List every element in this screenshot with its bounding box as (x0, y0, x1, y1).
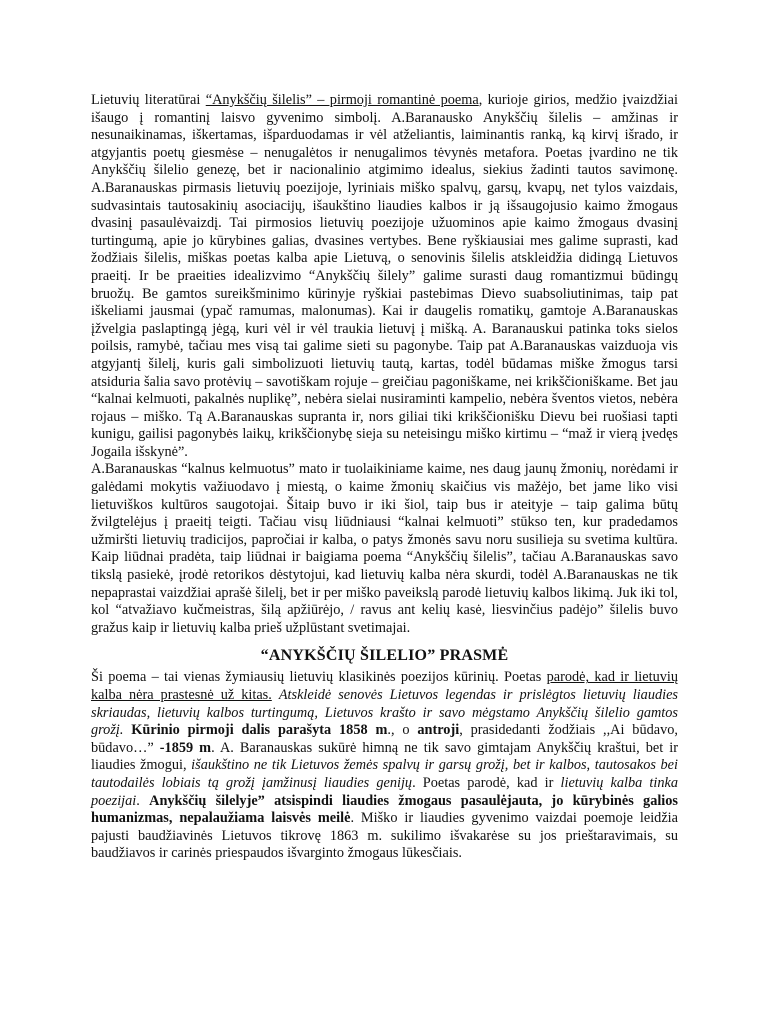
text-segment: , prasidedanti žodžiais ,,Ai būdavo, būdavo…” (91, 722, 678, 756)
text-segment (272, 687, 279, 703)
paragraph-meaning (91, 669, 678, 863)
paragraph-kalnai-kelmuoti: A.Baranauskas “kalnus kelmuotus” mato ir tuolaikiniame kaime, nes daug jaunų žmonių, norėdami ir galėdami mokytis važiuodavo į miestą, o kaime žmonių skaičius vis mažėjo, bet jame liko visi lietuviškos kultūros saugotojai. Šitaip buvo ir iki šiol, taip bus ir ateityje – taip galima būtų žvilgtelėjus į praeitį teigti. Tačiau visų liūdniausi “kalnai kelmuoti” stūkso ten, kur pradedamos užmiršti lietuvių tradicijos, papročiai ir kalba, o patys žmonės savu noru susilieja su svetima kultūra. Kaip liūdnai pradėta, taip liūdnai ir baigiama poema “Anykščių šilelis”, tačiau A.Baranauskas savo tikslą pasiekė, įrodė retorikos dėstytojui, kad lietuvių kalba nėra skurdi, todėl A.Baranauskas ne tik nepaprastai vaizdžiai aprašė šilelį, bet ir per miško paveikslą parodė lietuvių kalbos likimą. Juk iki tol, kol “atvažiavo kučmeistras, šilą apžiūrėjo, / ravus ant kelių kasė, liesvinčius padėjo” šilelis buvo gražus kaip ir lietuvių kalba prieš užplūstant svetimajai. (91, 461, 678, 636)
section-heading: “ANYKŠČIŲ ŠILELIO” PRASMĖ (260, 647, 509, 665)
bold-worldview-statement: Anykščių šilelyje” atsispindi liaudies žmogaus pasaulėjauta, jo kūrybinės galios humanizmas, nepalaužiama laisvės meilė (91, 792, 678, 827)
poem-title-underlined: “Anykščių šilelis” – pirmoji romantinė poema (205, 92, 479, 108)
text-segment: . A. Baranauskas sukūrė himną ne tik savo gimtajam Anykščių kraštui, bet ir liaudies žmogui, (91, 739, 678, 774)
bold-first-part-date: Kūrinio pirmoji dalis parašyta 1858 m (131, 722, 388, 739)
text-segment: Ši poema – tai vienas žymiausių lietuvių klasikinės poezijos kūrinių. Poetas (91, 669, 547, 686)
bold-second-part: antroji (417, 722, 460, 739)
document-page (91, 92, 678, 863)
italic-passage: išaukštino ne tik Lietuvos žemės spalvų ir garsų grožį, bet ir kalbos, tautosakos bei tautodailės lobiais tą grožį įamžinusį liaudies genijų (91, 757, 678, 791)
bold-second-part-date: -1859 m (159, 739, 212, 756)
paragraph-intro-body: , kurioje girios, medžio įvaizdžiai išaugo į romantinį laisvo gyvenimo simbolį. A.Baranausko Anykščių šilelis – amžinas ir nesunaikinamas, iškertamas, išparduodamas ir vėl atželiantis, laiminantis ranką, ką kirvį išrado, ir atgyjantis poetų giesmėse – nenugalėtos ir nenugalimos tėvynės metafora. Poetas įvardino ne tik Anykščių šilelio genezę, bet ir nacionalinio atgimimo idealus, siekius žadinti tautos savimonę. A.Baranauskas pirmasis lietuvių poezijoje, lyriniais miško spalvų, garsų, kvapų, net tylos vaizdais, sudvasintais tautosakinių asociacijų, išaukštino liaudies kalbos ir ją išsaugojusio kaimo žmogaus dvasinį pasaulėvaizdį. Tai pirmosios lietuvių poezijoje užuominos apie kaimo žmogaus dvasinį turtingumą, apie jo kūrybines galias, dvasines vertybes. Bene ryškiausiai mes galime suprasti, kad žodžiais šilelis, miškas poetas kalba apie Lietuvą, o senovinis šilelis atskleidžia didingą Lietuvos praeitį. Ir be praeities idealizvimo “Anykščių šilely” galime surasti daug romantizmui būdingų bruožų. Be gamtos sureikšminimo kūrinyje ryškiai pastebimas Dievo suabsoliutinimas, taip pat iškeliami jausmai (ypač ramumas, malonumas). Kai ir daugelis romatikų, gamtoje A.Baranauskas įžvelgia paslaptingą jėgą, kuri vėl ir vėl traukia lietuvį į mišką. A. Baranauskui patinka toks sielos poilsis, ramybė, tačiau mes visą tai galime sieti su pagonybe. Taip pat A.Baranauskas vaizduoja vis atgyjantį šilelį, kuris gali simbolizuoti lietuvių tautą, kartas, todėl būdamas miške žmogus tarsi atsiduria šalia savo protėvių – savotiškam rojuje – greičiau pagoniškame, nei krikščioniškame. Bet jau “kalnai kelmuoti, pakalnės nuplikę”, nebėra sielai nusiraminti kampelio, nebėra šventos vietos, nebėra rojaus – miško. Tą A.Baranauskas supranta ir, nors giliai tiki krikščionišku Dievu bei ruošiasi tapti kunigu, gailisi pagonybės laikų, krikščionybę sieja su neteisingu miško kirtimu – “maž ir vierą įvedęs Jogaila išskynė”. (91, 92, 678, 460)
paragraph-intro (91, 92, 678, 461)
underlined-claim: parodė, kad ir lietuvių kalba nėra prastesnė už kitas. (91, 669, 679, 703)
italic-passage: Atskleidė senovės Lietuvos legendas ir prislėgtos lietuvių liaudies skriaudas, lietuvių kalbos turtingumą, Lietuvos krašto ir savo mėgstamo Anykščių šilelio gamtos grožį. (91, 687, 678, 739)
text-segment: . Miško ir liaudies gyvenimo vaizdai poemoje leidžia pajusti baudžiavinės Lietuvos tikrovę 1863 m. sukilimo išvakarėse su jos prieštaravimais, su baudžiavos ir carinės priespaudos išvarginto žmogaus lūkesčiais. (91, 810, 678, 862)
text-segment: . (136, 792, 150, 809)
text-segment: . Poetas parodė, kad ir (412, 774, 561, 791)
paragraph-intro-lead: Lietuvių literatūrai (91, 92, 206, 108)
italic-passage: lietuvių kalba tinka poezijai (91, 774, 678, 809)
text-segment: ., o (387, 722, 418, 739)
